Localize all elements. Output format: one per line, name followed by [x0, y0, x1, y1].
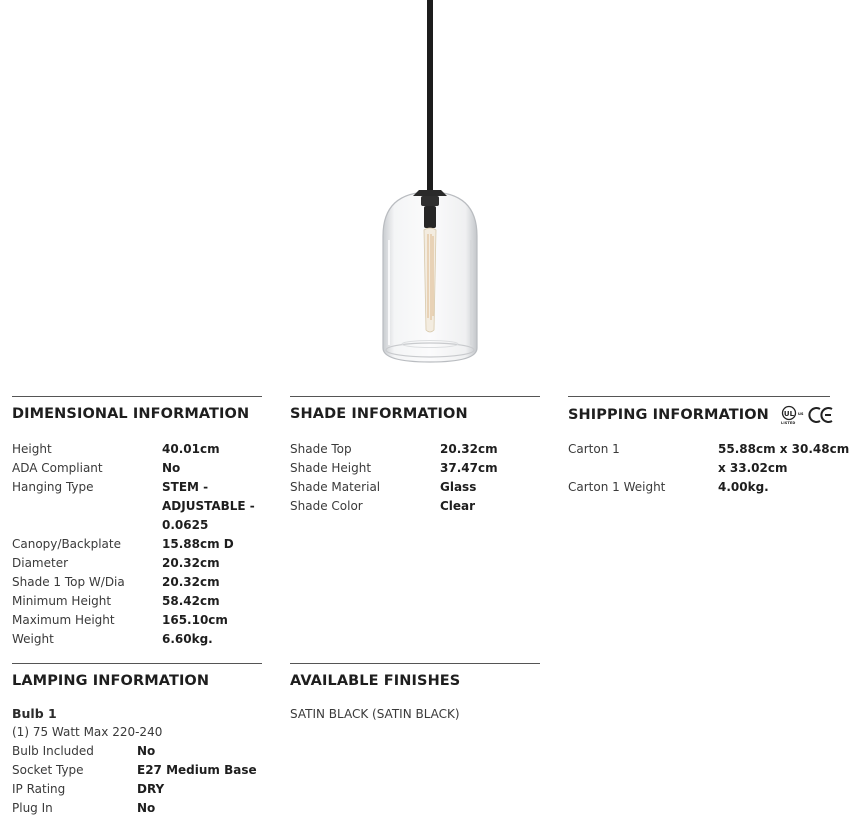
spec-label: Carton 1 — [568, 442, 620, 456]
spec-label: Shade Material — [290, 480, 381, 494]
spec-value: 4.00kg. — [718, 480, 769, 494]
spec-row-shade-color — [290, 497, 540, 516]
bulb-title: Bulb 1 — [12, 706, 57, 721]
spec-label: Minimum Height — [12, 594, 112, 608]
spec-label: Socket Type — [12, 763, 84, 777]
spec-value: 20.32cm — [162, 556, 220, 570]
spec-label: Shade Top — [290, 442, 352, 456]
shipping-information-header — [568, 405, 830, 423]
spec-value: E27 Medium Base — [137, 763, 257, 777]
pendant-light-image — [370, 0, 490, 370]
spec-label: Weight — [12, 632, 54, 646]
finish-item: SATIN BLACK (SATIN BLACK) — [290, 707, 460, 721]
spec-label: Hanging Type — [12, 480, 94, 494]
spec-value — [718, 440, 849, 478]
spec-value — [162, 478, 255, 535]
spec-value: No — [162, 461, 181, 475]
spec-row-minimum-height — [12, 592, 262, 611]
spec-row-shade-material — [290, 478, 540, 497]
spec-label: Bulb Included — [12, 744, 94, 758]
spec-row-diameter — [12, 554, 262, 573]
spec-row-maximum-height — [12, 611, 262, 630]
spec-label: Carton 1 Weight — [568, 480, 666, 494]
spec-value: No — [137, 801, 156, 815]
spec-label: Plug In — [12, 801, 53, 815]
spec-label: Diameter — [12, 556, 69, 570]
spec-row-ip-rating — [12, 780, 262, 799]
spec-row-weight — [12, 630, 262, 649]
spec-row-hanging-type — [12, 478, 262, 535]
bulb-description: (1) 75 Watt Max 220-240 — [12, 725, 163, 739]
spec-row-carton-1 — [568, 440, 849, 478]
available-finishes-section — [290, 663, 540, 724]
spec-value: Glass — [440, 480, 477, 494]
shipping-information-title: SHIPPING INFORMATION — [568, 407, 769, 423]
svg-text:UL: UL — [783, 410, 795, 418]
lamping-information-section — [12, 663, 262, 818]
spec-row-carton-1-weight — [568, 478, 830, 497]
available-finishes-title: AVAILABLE FINISHES — [290, 673, 461, 689]
lamping-information-title: LAMPING INFORMATION — [12, 673, 210, 689]
shade-information-title: SHADE INFORMATION — [290, 406, 468, 422]
ul-listed-icon — [780, 405, 802, 425]
svg-text:us: us — [798, 411, 804, 416]
spec-value: 58.42cm — [162, 594, 220, 608]
spec-value: 6.60kg. — [162, 632, 213, 646]
ce-mark-icon — [809, 406, 835, 424]
spec-value-line: x 33.02cm — [718, 461, 788, 475]
spec-row-canopy-backplate — [12, 535, 262, 554]
spec-value: 15.88cm D — [162, 537, 234, 551]
spec-label: Height — [12, 442, 52, 456]
spec-row-shade-top — [290, 440, 540, 459]
spec-value: 37.47cm — [440, 461, 498, 475]
shipping-information-section — [568, 396, 849, 497]
dimensional-information-section — [12, 396, 262, 649]
spec-row-plug-in — [12, 799, 262, 818]
dimensional-information-title: DIMENSIONAL INFORMATION — [12, 406, 250, 422]
spec-value-line: 55.88cm x 30.48cm — [718, 442, 849, 456]
spec-row-bulb-included — [12, 742, 262, 761]
spec-row-shade-height — [290, 459, 540, 478]
spec-value-line: ADJUSTABLE - — [162, 499, 255, 513]
spec-row-ada-compliant — [12, 459, 262, 478]
spec-label: IP Rating — [12, 782, 66, 796]
spec-value-line: 0.0625 — [162, 518, 209, 532]
spec-label: Shade 1 Top W/Dia — [12, 575, 125, 589]
spec-value: DRY — [137, 782, 165, 796]
spec-label: Shade Color — [290, 499, 363, 513]
spec-label: Canopy/Backplate — [12, 537, 121, 551]
spec-row-socket-type — [12, 761, 262, 780]
spec-value: No — [137, 744, 156, 758]
spec-label: Shade Height — [290, 461, 372, 475]
spec-value: 20.32cm — [440, 442, 498, 456]
spec-label: Maximum Height — [12, 613, 115, 627]
spec-row-height — [12, 440, 262, 459]
svg-text:LISTED: LISTED — [781, 421, 796, 425]
spec-row-shade-top-dia — [12, 573, 262, 592]
spec-value: 20.32cm — [162, 575, 220, 589]
spec-value: 165.10cm — [162, 613, 228, 627]
shade-information-section — [290, 396, 540, 516]
spec-value: Clear — [440, 499, 476, 513]
spec-value: 40.01cm — [162, 442, 220, 456]
spec-value-line: STEM - — [162, 480, 209, 494]
spec-label: ADA Compliant — [12, 461, 103, 475]
